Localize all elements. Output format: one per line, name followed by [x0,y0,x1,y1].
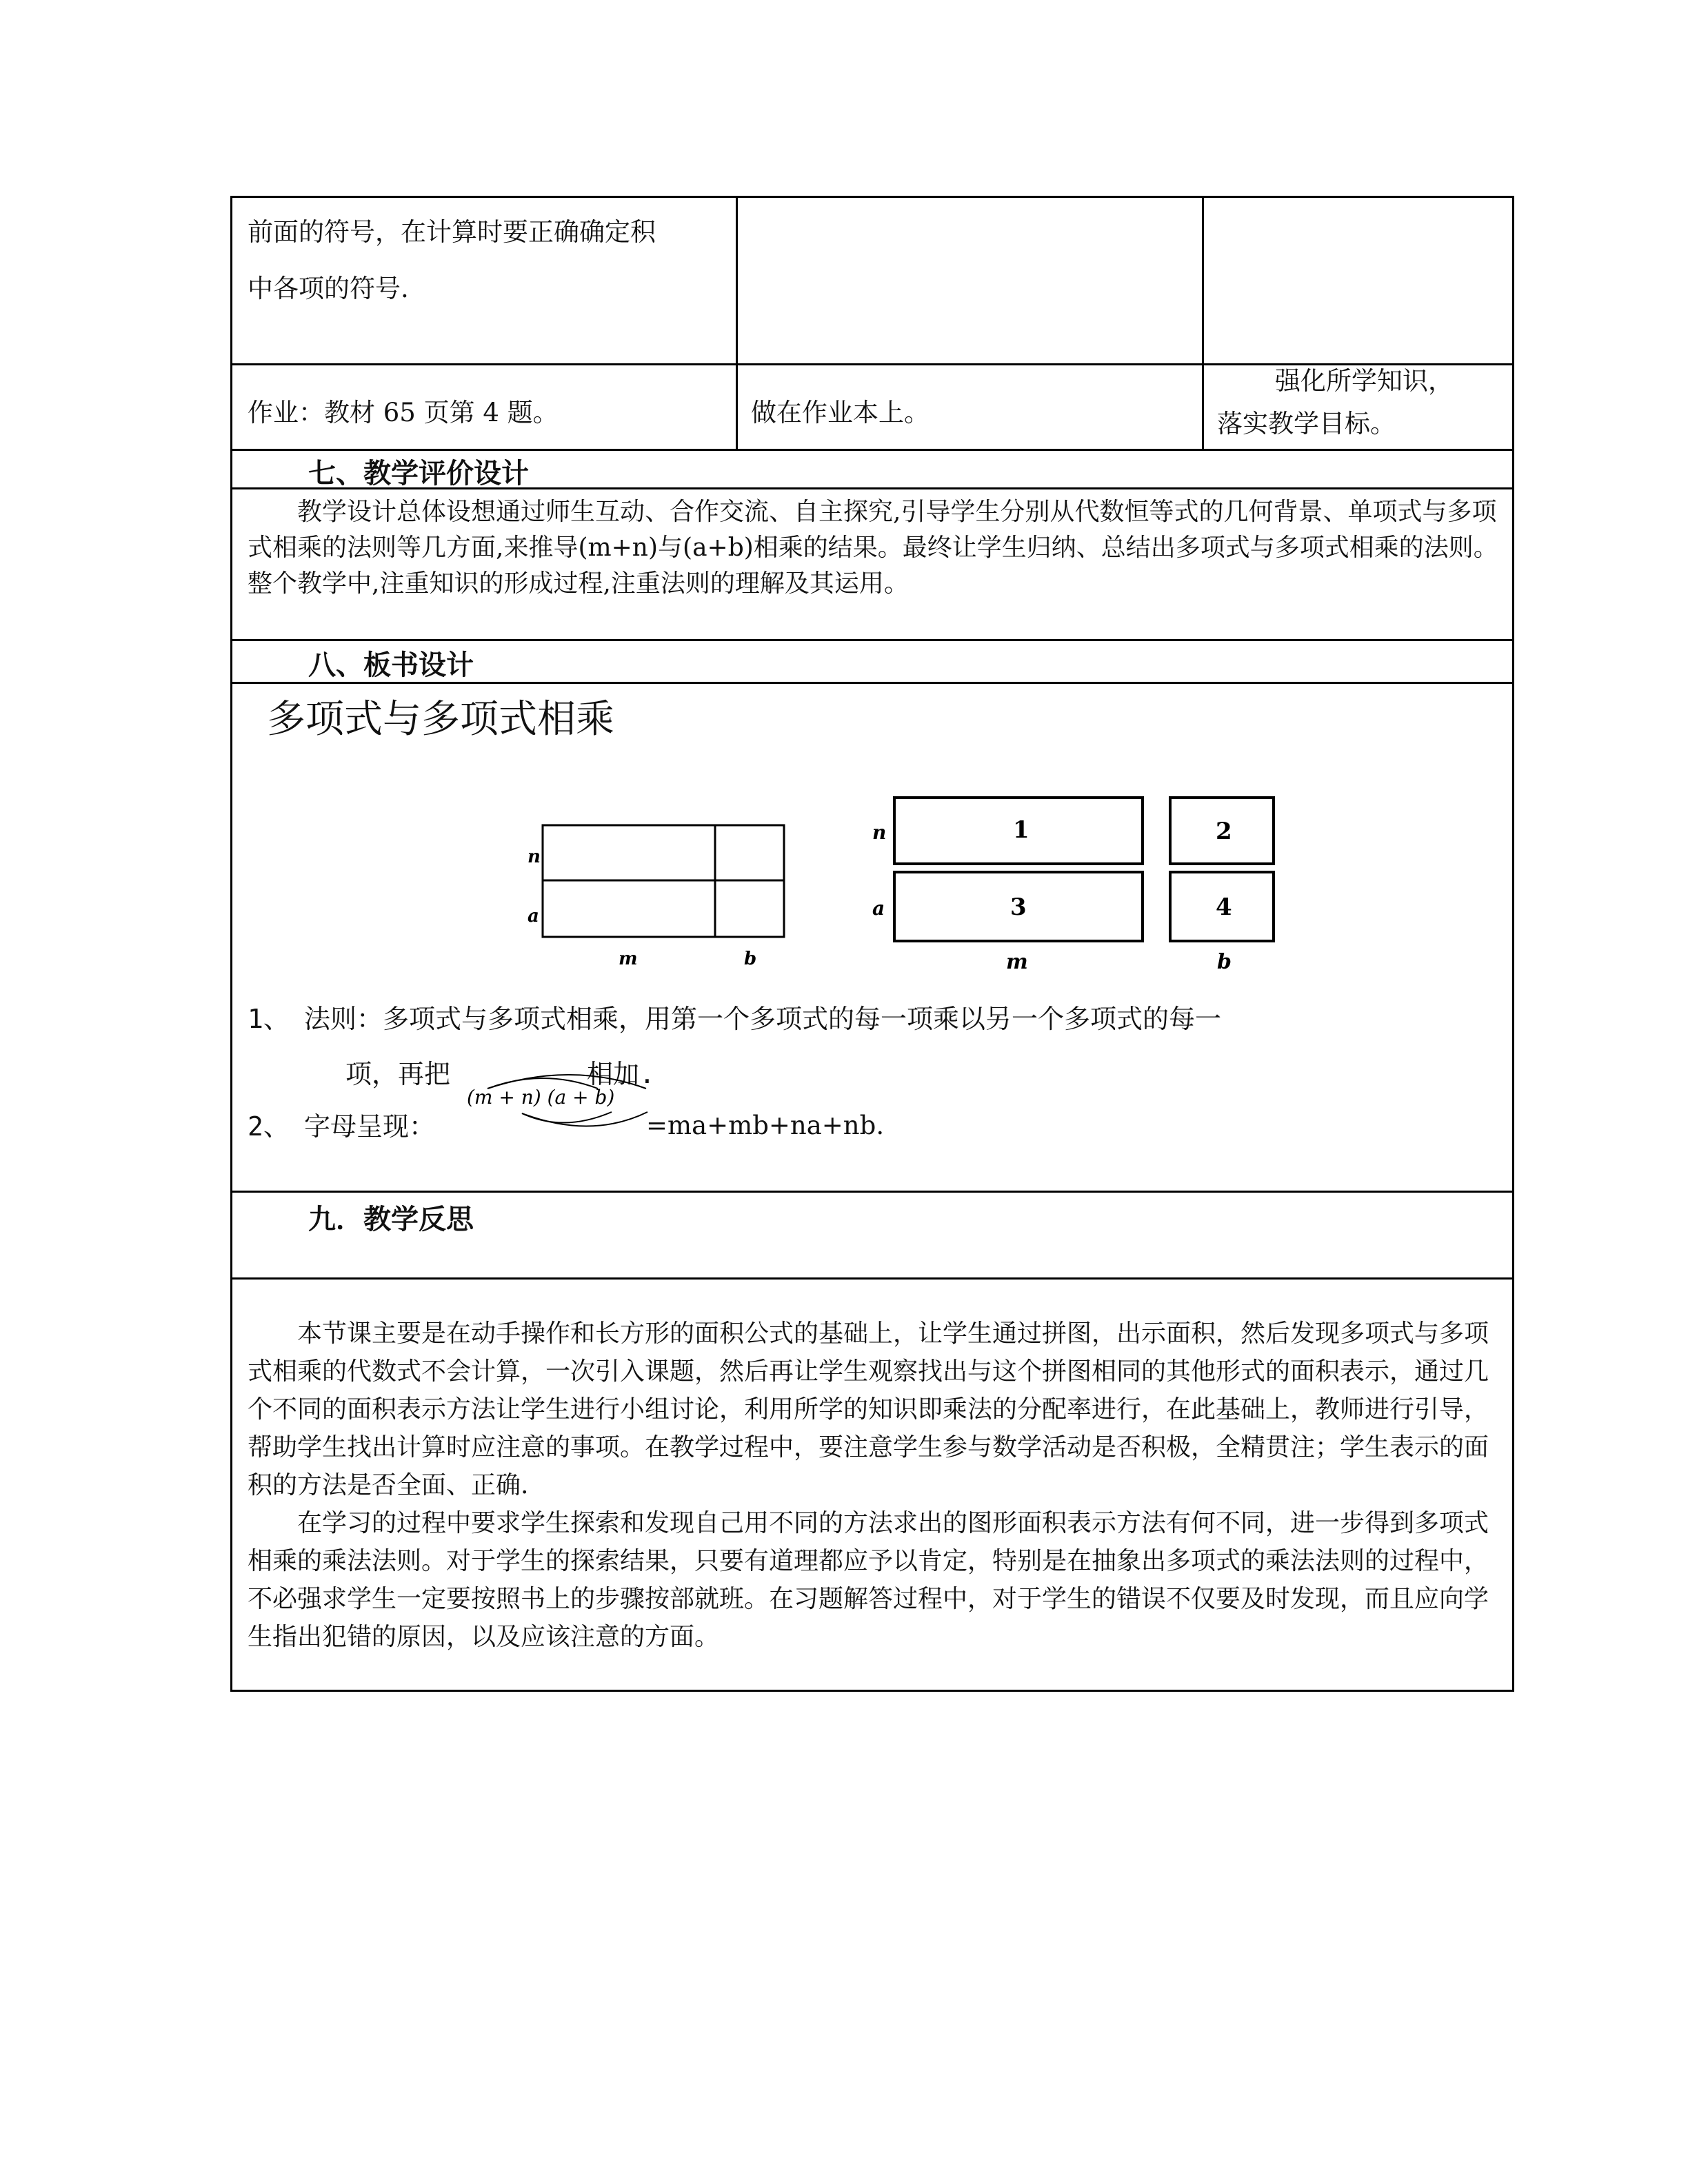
evaluation-paragraph: 教学设计总体设想通过师生互动、合作交流、自主探究,引导学生分别从代数恒等式的几何背景、单项式与多项式相乘的法则等几方面,来推导(m+n)与(a+b)相乘的结果。最终让学生归纳、总结出多项式与多项式相乘的法则。整个教学中,注重知识的形成过程,注重法则的理解及其运用。 [248,498,1498,598]
lesson-table [230,196,1514,1692]
box-1-label: 1 [1013,816,1029,844]
row-divider [232,639,1512,641]
board-title: 多项式与多项式相乘 [267,697,614,742]
label-b: b [1217,950,1232,974]
reflection-body [248,1315,1496,1656]
rule-1-text: 法则：多项式与多项式相乘，用第一个多项式的每一项乘以另一个多项式的每一 [304,1004,1222,1034]
rule-2-label: 字母呈现： [304,1111,436,1142]
formula-text: (m + n) (a + b) [467,1086,615,1109]
area-figure-combined [522,818,798,984]
label-m: m [1006,950,1028,974]
expanded-result: =ma+mb+na+nb. [646,1111,885,1140]
homework-method: 做在作业本上。 [751,398,930,427]
column-divider [736,198,738,449]
rule-1-text-cont-b: 相加. [587,1059,655,1089]
box-4-label: 4 [1216,893,1232,921]
arc-line [522,1112,647,1126]
homework-text: 作业：教材 65 页第 4 题。 [248,398,559,427]
area-figure-split [860,791,1301,977]
row1-text-line1: 前面的符号，在计算时要正确确定积 [248,217,656,247]
reflection-paragraph-2: 在学习的过程中要求学生探索和发现自己用不同的方法求出的图形面积表示方法有何不同，进一步得到多项式相乘的乘法法则。对于学生的探索结果，只要有道理都应予以肯定，特别是在抽象出多项式的乘法法则的过程中，不必强求学生一定要按照书上的步骤按部就班。在习题解答过程中，对于学生的错误不仅要及时发现，而且应向学生指出犯错的原因，以及应该注意的方面。 [248,1509,1489,1651]
reflection-paragraph-1: 本节课主要是在动手操作和长方形的面积公式的基础上，让学生通过拼图，出示面积，然后发现多项式与多项式相乘的代数式不会计算，一次引入课题，然后再让学生观察找出与这个拼图相同的其他形式的面积表示，通过几个不同的面积表示方法让学生进行小组讨论，利用所学的知识即乘法的分配率进行，在此基础上，教师进行引导，帮助学生找出计算时应注意的事项。在教学过程中，要注意学生参与数学活动是否积极，全精贯注；学生表示的面积的方法是否全面、正确. [248,1320,1489,1499]
label-a: a [528,906,539,927]
row-divider [232,1277,1512,1280]
box-2-label: 2 [1216,818,1232,845]
rule-1-number: 1、 [248,1004,290,1034]
label-a: a [872,897,885,920]
row-divider [232,449,1512,451]
purpose-line1: 强化所学知识， [1275,366,1454,396]
row1-text-line2: 中各项的符号. [248,274,409,303]
label-b: b [744,949,757,969]
section-8-heading: 八、板书设计 [308,649,474,681]
section-9-heading: 九．教学反思 [308,1204,474,1235]
label-m: m [619,949,638,969]
box-3-label: 3 [1010,893,1027,921]
column-divider [1202,198,1204,449]
distribution-diagram [460,1073,667,1149]
row-divider [232,1191,1512,1193]
rule-1-text-cont-a: 项，再把 [345,1059,451,1089]
label-n: n [872,821,887,844]
rule-2-number: 2、 [248,1111,290,1142]
label-n: n [528,847,541,867]
purpose-line2: 落实教学目标。 [1217,409,1396,438]
section-7-heading: 七、教学评价设计 [308,458,529,489]
section-7-body [248,494,1500,602]
